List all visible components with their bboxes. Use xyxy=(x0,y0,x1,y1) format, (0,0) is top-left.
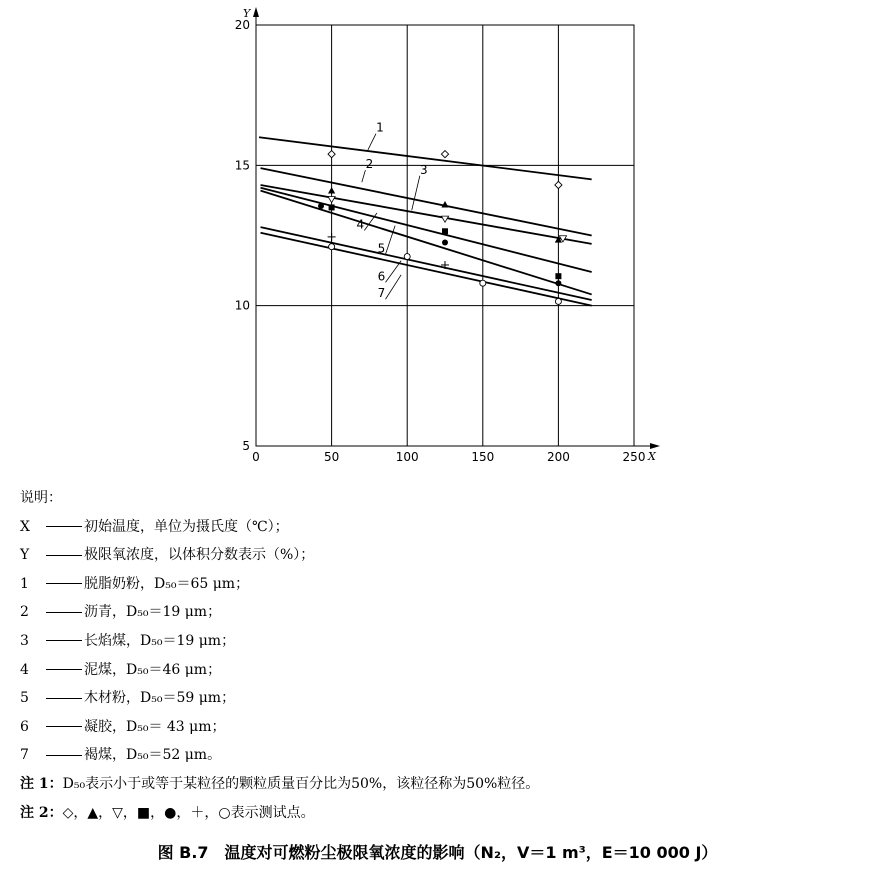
legend-dash xyxy=(46,583,82,584)
legend-text: 泥煤，D₅₀＝46 μm； xyxy=(84,661,222,678)
legend-text: 木材粉，D₅₀＝59 μm； xyxy=(84,690,236,707)
data-point-diamond xyxy=(328,151,335,158)
y-tick-label: 20 xyxy=(234,18,250,32)
data-point-open-circle xyxy=(329,244,335,250)
legend-key: 4 xyxy=(20,661,29,678)
legend-note-2 xyxy=(20,799,539,828)
series-6 xyxy=(261,227,592,300)
legend-dash xyxy=(46,669,82,670)
x-tick-label: 100 xyxy=(395,450,419,464)
data-point-square xyxy=(442,228,448,234)
note-1-text: D₅₀表示小于或等于某粒径的颗粒质量百分比为50%，该粒径称为50%粒径。 xyxy=(62,775,540,792)
legend-row xyxy=(20,627,539,656)
series-label: 3 xyxy=(420,162,428,177)
x-tick-label: 50 xyxy=(323,450,340,464)
note-2-label: 注 2： xyxy=(20,804,63,821)
data-point-open-circle xyxy=(404,254,410,260)
legend-key: X xyxy=(20,518,30,535)
series-line xyxy=(261,233,592,306)
figure-caption: 图 B.7 温度对可燃粉尘极限氧浓度的影响（N₂，V＝1 m³，E＝10 000 J） xyxy=(157,843,718,862)
series-label: 2 xyxy=(365,157,374,172)
series-label: 1 xyxy=(376,120,384,135)
x-tick-label: 200 xyxy=(546,450,570,464)
legend-row xyxy=(20,570,539,599)
data-point-open-circle xyxy=(480,280,486,286)
legend-row xyxy=(20,656,539,685)
legend-text: 极限氧浓度，以体积分数表示（%）； xyxy=(84,547,315,564)
legend-text: 凝胶，D₅₀＝ 43 μm； xyxy=(84,718,226,735)
y-axis-arrow xyxy=(253,7,259,17)
data-point-square xyxy=(329,204,335,210)
data-point-square xyxy=(555,273,561,279)
legend-key: Y xyxy=(20,547,30,564)
legend-row xyxy=(20,541,539,570)
legend-dash xyxy=(46,726,82,727)
series-line xyxy=(261,185,592,244)
legend-text: 沥青，D₅₀＝19 μm； xyxy=(84,604,222,621)
legend-key: 1 xyxy=(20,575,29,592)
data-point-filled-circle xyxy=(442,240,448,246)
series-line xyxy=(261,191,592,295)
leader-line xyxy=(385,275,401,299)
x-tick-label: 250 xyxy=(622,450,646,464)
chart-axes xyxy=(253,7,660,449)
legend-dash xyxy=(46,555,82,556)
series-line xyxy=(261,168,592,235)
legend-dash xyxy=(46,755,82,756)
series-line xyxy=(261,188,592,272)
legend-row xyxy=(20,713,539,742)
data-point-diamond xyxy=(555,181,562,188)
data-point-plus xyxy=(328,233,336,241)
legend-row xyxy=(20,598,539,627)
legend-dash xyxy=(46,526,82,527)
data-point-inverted-triangle xyxy=(328,196,335,202)
legend-text: 初始温度，单位为摄氏度（℃）； xyxy=(84,518,289,535)
note-1-label: 注 1： xyxy=(20,775,63,792)
legend-row xyxy=(20,741,539,770)
series-3 xyxy=(261,185,592,244)
legend-text: 长焰煤，D₅₀＝19 μm； xyxy=(84,632,236,649)
series-label: 6 xyxy=(377,269,386,284)
series-label: 4 xyxy=(356,217,365,232)
legend-note-1 xyxy=(20,770,539,799)
legend-row xyxy=(20,513,539,542)
data-point-open-circle xyxy=(555,298,561,304)
chart-series-labels xyxy=(357,121,428,301)
x-tick-label: 0 xyxy=(252,450,260,464)
x-tick-label: 150 xyxy=(471,450,495,464)
legend-dash xyxy=(46,698,82,699)
legend-key: 7 xyxy=(20,747,29,764)
leader-line xyxy=(412,176,420,210)
leader-line xyxy=(368,134,376,150)
legend-key: 6 xyxy=(20,718,29,735)
series-label: 7 xyxy=(377,286,386,301)
data-point-filled-circle xyxy=(318,203,324,209)
data-point-triangle xyxy=(328,187,335,193)
series-5 xyxy=(261,191,592,295)
legend-text: 脱脂奶粉，D₅₀＝65 μm； xyxy=(84,575,250,592)
legend-title: 说明： xyxy=(20,490,62,506)
legend-row xyxy=(20,684,539,713)
legend-key: 3 xyxy=(20,632,29,649)
legend-key: 5 xyxy=(20,690,29,707)
data-point-inverted-triangle xyxy=(441,216,448,222)
y-tick-label: 5 xyxy=(242,439,250,453)
legend-text: 褐煤，D₅₀＝52 μm。 xyxy=(84,747,222,764)
y-tick-label: 10 xyxy=(234,298,250,313)
x-axis-arrow xyxy=(650,443,660,449)
series-label: 5 xyxy=(377,241,386,256)
y-axis-label: Y xyxy=(243,7,251,20)
legend-dash xyxy=(46,640,82,641)
note-2-text: ◇，▲，▽，■，●，＋，○表示测试点。 xyxy=(62,804,315,821)
y-tick-label: 15 xyxy=(234,158,250,173)
series-line xyxy=(261,227,592,300)
data-point-diamond xyxy=(441,151,448,158)
legend xyxy=(20,484,539,827)
legend-dash xyxy=(46,612,82,613)
series-7 xyxy=(261,233,592,306)
x-axis-label: X xyxy=(648,450,656,463)
legend-key: 2 xyxy=(20,604,29,621)
leader-line xyxy=(362,170,366,182)
legend-rows xyxy=(20,513,539,770)
data-point-filled-circle xyxy=(555,280,561,286)
